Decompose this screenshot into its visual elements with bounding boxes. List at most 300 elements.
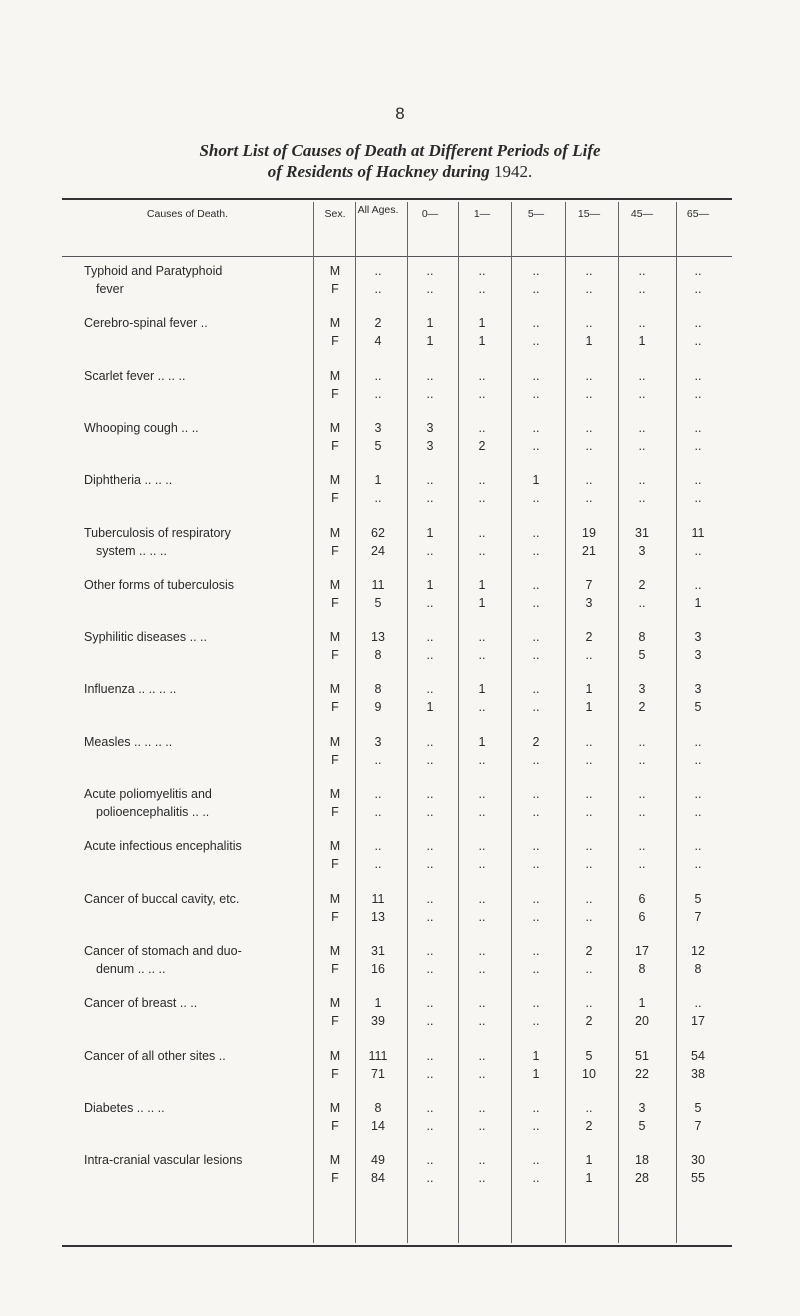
table-cell: 17 (635, 943, 649, 958)
column-rule (676, 202, 677, 1243)
table-cell: 5 (374, 595, 382, 610)
table-cell: .. (478, 525, 486, 540)
title-line-2 (0, 161, 800, 182)
table-cell: .. (532, 630, 540, 645)
cause-line-1: Acute infectious encephalitis (84, 839, 242, 854)
table-cell: .. (694, 386, 702, 401)
table-cell: .. (585, 648, 593, 663)
table-cell: 1 (426, 316, 434, 331)
sex-cell: M (329, 996, 341, 1011)
table-cell: .. (426, 1153, 434, 1168)
table-cell: 31 (371, 943, 385, 958)
table-cell: .. (478, 368, 486, 383)
table-cell: .. (694, 543, 702, 558)
table-cell: .. (478, 857, 486, 872)
table-cell: .. (478, 420, 486, 435)
table-cell: 54 (691, 1048, 705, 1063)
sex-cell: F (331, 1066, 339, 1081)
table-cell: 5 (585, 1048, 593, 1063)
title-line-1: Short List of Causes of Death at Different Periods of Life (199, 141, 601, 160)
sex-cell: F (331, 491, 339, 506)
table-cell: 19 (582, 525, 596, 540)
table-cell: 71 (371, 1066, 385, 1081)
table-cell: 22 (635, 1066, 649, 1081)
table-bottom-rule (62, 1245, 732, 1247)
table-cell: .. (585, 909, 593, 924)
table-cell: 1 (585, 1153, 593, 1168)
cause-label (84, 524, 306, 560)
column-rule (565, 202, 566, 1243)
table-cell: 31 (635, 525, 649, 540)
cause-label (84, 890, 306, 908)
table-cell: .. (426, 1048, 434, 1063)
table-cell: 10 (582, 1066, 596, 1081)
table-cell: 7 (694, 1118, 702, 1133)
table-cell: 20 (635, 1014, 649, 1029)
table-cell: 5 (374, 438, 382, 453)
cause-line-2: denum .. .. .. (96, 961, 166, 976)
table-cell: .. (694, 438, 702, 453)
table-cell: 1 (374, 473, 382, 488)
table-cell: .. (532, 316, 540, 331)
table-cell: .. (374, 282, 382, 296)
table-cell: 11 (371, 577, 385, 592)
table-cell: 14 (371, 1118, 385, 1133)
sex-cell: M (329, 943, 341, 958)
cause-label (84, 471, 306, 489)
table-cell: .. (532, 386, 540, 401)
title-year: 1942. (493, 162, 533, 181)
table-cell: .. (694, 316, 702, 331)
sex-cell: F (331, 386, 339, 401)
table-cell: .. (585, 752, 593, 767)
table-cell: .. (694, 734, 702, 749)
cause-label (84, 837, 306, 855)
table-cell: .. (426, 543, 434, 558)
table-cell: 3 (374, 420, 382, 435)
cause-label (84, 733, 306, 751)
table-cell: 3 (426, 438, 434, 453)
table-cell: 5 (638, 1118, 646, 1133)
table-cell: 1 (532, 1048, 540, 1063)
column-rule (458, 202, 459, 1243)
table-cell: 55 (691, 1171, 705, 1186)
table-cell: .. (638, 839, 646, 854)
table-cell: 2 (478, 438, 486, 453)
sex-cell: F (331, 648, 339, 663)
table-cell: .. (426, 682, 434, 697)
sex-cell: M (329, 264, 341, 278)
sex-cell: F (331, 438, 339, 453)
table-cell: .. (426, 839, 434, 854)
table-cell: 2 (585, 630, 593, 645)
table-cell: .. (585, 264, 593, 278)
table-cell: .. (638, 386, 646, 401)
table-cell: 1 (585, 1171, 593, 1186)
table-cell: 2 (638, 577, 646, 592)
sex-cell: F (331, 282, 339, 296)
table-cell: .. (638, 316, 646, 331)
table-cell: .. (478, 1014, 486, 1029)
table-cell: .. (478, 1171, 486, 1186)
table-cell: .. (532, 264, 540, 278)
table-cell: .. (694, 420, 702, 435)
cause-line-1: Cerebro-spinal fever .. (84, 316, 208, 331)
table-cell: 11 (691, 525, 705, 540)
table-cell: .. (478, 700, 486, 715)
table-cell: 2 (585, 1014, 593, 1029)
table-cell: .. (638, 805, 646, 819)
table-cell: .. (585, 734, 593, 749)
cause-line-1: Cancer of stomach and duo- (84, 943, 242, 958)
table-cell: .. (478, 543, 486, 558)
table-cell: .. (532, 943, 540, 958)
cause-label (84, 942, 306, 978)
cause-line-2: fever (96, 282, 124, 296)
table-cell: .. (532, 891, 540, 906)
table-cell: 8 (694, 961, 702, 976)
table-cell: .. (585, 491, 593, 506)
table-cell: 38 (691, 1066, 705, 1081)
table-cell: 1 (585, 682, 593, 697)
table-cell: .. (426, 1100, 434, 1115)
cause-line-1: Syphilitic diseases .. .. (84, 630, 207, 645)
table-cell: 21 (582, 543, 596, 558)
table-cell: .. (426, 943, 434, 958)
table-cell: .. (478, 909, 486, 924)
sex-cell: M (329, 1100, 341, 1115)
page-title (0, 140, 800, 182)
table-cell: .. (374, 386, 382, 401)
table-cell: .. (532, 491, 540, 506)
sex-cell: F (331, 752, 339, 767)
table-cell: 111 (368, 1048, 388, 1063)
cause-line-1: Measles .. .. .. .. (84, 734, 173, 749)
cause-line-1: Acute poliomyelitis and (84, 787, 212, 801)
sex-cell: F (331, 1171, 339, 1186)
table-cell: .. (478, 264, 486, 278)
table-cell: 18 (635, 1153, 649, 1168)
table-cell: 17 (691, 1014, 705, 1029)
sex-cell: M (329, 787, 341, 801)
table-cell: 2 (638, 700, 646, 715)
cause-label (84, 994, 306, 1012)
table-cell: .. (585, 787, 593, 801)
table-cell: 5 (694, 891, 702, 906)
table-cell: .. (426, 996, 434, 1011)
sex-cell: F (331, 700, 339, 715)
table-cell: .. (426, 961, 434, 976)
table-cell: .. (532, 839, 540, 854)
table-cell: .. (585, 891, 593, 906)
cause-line-2: polioencephalitis .. .. (96, 805, 210, 819)
cause-label (84, 1151, 306, 1169)
sex-cell: M (329, 316, 341, 331)
title-line-2-text: of Residents of Hackney during (267, 162, 490, 181)
header-age-5: 5— (527, 208, 545, 220)
cause-label (84, 1099, 306, 1117)
table-cell: .. (694, 577, 702, 592)
sex-cell: M (329, 1048, 341, 1063)
table-cell: .. (585, 857, 593, 872)
table-cell: .. (532, 787, 540, 801)
table-cell: 3 (694, 648, 702, 663)
table-cell: .. (638, 595, 646, 610)
table-cell: .. (426, 1066, 434, 1081)
sex-cell: F (331, 909, 339, 924)
table-cell: 8 (638, 630, 646, 645)
table-cell: .. (478, 1100, 486, 1115)
table-cell: 2 (585, 1118, 593, 1133)
table-cell: .. (638, 787, 646, 801)
table-cell: .. (585, 839, 593, 854)
sex-cell: M (329, 1153, 341, 1168)
table-cell: 7 (585, 577, 593, 592)
table-cell: 1 (585, 700, 593, 715)
table-cell: .. (694, 839, 702, 854)
cause-label (84, 576, 306, 594)
table-cell: 1 (478, 595, 486, 610)
table-cell: .. (694, 473, 702, 488)
table-cell: .. (585, 420, 593, 435)
sex-cell: M (329, 368, 341, 383)
table-cell: .. (532, 1171, 540, 1186)
cause-label (84, 314, 306, 332)
table-cell: 9 (374, 700, 382, 715)
table-cell: .. (532, 438, 540, 453)
cause-line-1: Diphtheria .. .. .. (84, 473, 173, 488)
cause-line-1: Cancer of all other sites .. (84, 1048, 226, 1063)
table-cell: .. (638, 264, 646, 278)
table-cell: .. (532, 700, 540, 715)
column-rule (511, 202, 512, 1243)
table-cell: 1 (374, 996, 382, 1011)
header-age-45: 45— (630, 208, 654, 220)
sex-cell: M (329, 682, 341, 697)
table-cell: .. (532, 682, 540, 697)
table-cell: .. (426, 1118, 434, 1133)
table-cell: .. (374, 857, 382, 872)
table-cell: .. (374, 368, 382, 383)
table-cell: .. (694, 491, 702, 506)
table-cell: .. (374, 787, 382, 801)
table-cell: 7 (694, 909, 702, 924)
table-cell: 2 (532, 734, 540, 749)
table-cell: .. (532, 805, 540, 819)
table-cell: 11 (371, 891, 385, 906)
table-cell: 4 (374, 334, 382, 349)
table-cell: .. (638, 734, 646, 749)
table-cell: 1 (426, 700, 434, 715)
table-cell: 1 (426, 334, 434, 349)
table-cell: .. (585, 1100, 593, 1115)
sex-cell: M (329, 577, 341, 592)
sex-cell: F (331, 857, 339, 872)
table-cell: 1 (638, 996, 646, 1011)
table-cell: .. (585, 386, 593, 401)
table-cell: 1 (478, 334, 486, 349)
table-cell: .. (478, 491, 486, 506)
cause-label (84, 419, 306, 437)
table-cell: 1 (478, 682, 486, 697)
table-cell: .. (478, 630, 486, 645)
table-cell: 5 (638, 648, 646, 663)
table-cell: .. (478, 839, 486, 854)
table-cell: .. (426, 1014, 434, 1029)
table-cell: 13 (371, 909, 385, 924)
table-cell: .. (478, 282, 486, 296)
table-cell: .. (426, 909, 434, 924)
cause-line-1: Cancer of buccal cavity, etc. (84, 891, 240, 906)
cause-label (84, 785, 306, 821)
table-cell: .. (532, 961, 540, 976)
table-cell: 1 (426, 525, 434, 540)
table-cell: .. (694, 857, 702, 872)
table-cell: .. (532, 420, 540, 435)
header-age-1: 1— (473, 208, 491, 220)
table-cell: 2 (585, 943, 593, 958)
table-cell: .. (478, 891, 486, 906)
table-cell: .. (478, 386, 486, 401)
table-cell: 3 (426, 420, 434, 435)
cause-label (84, 1047, 306, 1065)
table-cell: 8 (374, 682, 382, 697)
table-cell: .. (426, 805, 434, 819)
table-cell: .. (585, 805, 593, 819)
table-cell: .. (478, 1066, 486, 1081)
table-cell: .. (374, 264, 382, 278)
cause-line-1: Scarlet fever .. .. .. (84, 368, 186, 383)
table-cell: .. (694, 264, 702, 278)
sex-cell: F (331, 1014, 339, 1029)
table-cell: .. (426, 491, 434, 506)
cause-line-1: Influenza .. .. .. .. (84, 682, 177, 697)
table-cell: 3 (638, 543, 646, 558)
table-cell: .. (478, 1153, 486, 1168)
table-cell: 1 (478, 734, 486, 749)
table-cell: .. (426, 630, 434, 645)
table-cell: 3 (638, 682, 646, 697)
table-cell: .. (638, 368, 646, 383)
table-cell: 6 (638, 891, 646, 906)
table-cell: .. (426, 734, 434, 749)
table-cell: .. (694, 787, 702, 801)
table-cell: .. (585, 282, 593, 296)
cause-line-1: Diabetes .. .. .. (84, 1100, 165, 1115)
table-cell: 51 (635, 1048, 649, 1063)
table-cell: .. (426, 648, 434, 663)
cause-line-1: Cancer of breast .. .. (84, 996, 198, 1011)
cause-line-1: Intra-cranial vascular lesions (84, 1153, 243, 1168)
table-cell: 3 (694, 630, 702, 645)
table-cell: .. (532, 1100, 540, 1115)
cause-line-1: Whooping cough .. .. (84, 420, 199, 435)
table-cell: .. (638, 857, 646, 872)
sex-cell: M (329, 420, 341, 435)
table-cell: .. (478, 752, 486, 767)
table-cell: .. (694, 805, 702, 819)
table-cell: .. (532, 543, 540, 558)
table-cell: 8 (374, 648, 382, 663)
table-cell: .. (638, 752, 646, 767)
table-cell: .. (426, 368, 434, 383)
table-cell: .. (478, 648, 486, 663)
table-cell: 39 (371, 1014, 385, 1029)
table-cell: 28 (635, 1171, 649, 1186)
sex-cell: M (329, 839, 341, 854)
cause-line-1: Other forms of tuberculosis (84, 577, 235, 592)
sex-cell: F (331, 334, 339, 349)
table-cell: .. (532, 1014, 540, 1029)
table-cell: .. (478, 1118, 486, 1133)
table-cell: .. (478, 805, 486, 819)
table-cell: .. (532, 282, 540, 296)
table-cell: .. (426, 857, 434, 872)
sex-cell: M (329, 891, 341, 906)
cause-line-1: Typhoid and Paratyphoid (84, 264, 223, 278)
cause-label (84, 367, 306, 385)
table-cell: .. (532, 1153, 540, 1168)
table-cell: .. (478, 961, 486, 976)
table-cell: 1 (585, 334, 593, 349)
table-cell: 1 (532, 1066, 540, 1081)
header-age-0: 0— (421, 208, 439, 220)
table-cell: .. (532, 577, 540, 592)
table-cell: .. (532, 1118, 540, 1133)
sex-cell: F (331, 961, 339, 976)
table-cell: 1 (478, 316, 486, 331)
table-cell: .. (694, 996, 702, 1011)
table-cell: .. (532, 996, 540, 1011)
table-cell: .. (694, 334, 702, 349)
table-cell: .. (374, 805, 382, 819)
cause-line-2: system .. .. .. (96, 543, 167, 558)
sex-cell: F (331, 595, 339, 610)
table-cell: .. (426, 282, 434, 296)
table-cell: .. (532, 648, 540, 663)
table-cell: .. (585, 316, 593, 331)
header-age-65: 65— (686, 208, 710, 220)
table-cell: 1 (532, 473, 540, 488)
table-cell: .. (426, 595, 434, 610)
table-cell: .. (478, 787, 486, 801)
table-cell: .. (478, 473, 486, 488)
table-cell: 5 (694, 700, 702, 715)
table-cell: .. (638, 473, 646, 488)
header-all-ages: All Ages. (357, 204, 399, 216)
table-cell: 62 (371, 525, 385, 540)
table-cell: .. (694, 282, 702, 296)
table-cell: 1 (478, 577, 486, 592)
table-cell: .. (585, 368, 593, 383)
table-cell: 30 (691, 1153, 705, 1168)
table-cell: .. (478, 996, 486, 1011)
cause-label (84, 680, 306, 698)
sex-cell: M (329, 734, 341, 749)
table-cell: .. (374, 752, 382, 767)
table-cell: .. (426, 1171, 434, 1186)
sex-cell: F (331, 805, 339, 819)
table-cell: 8 (374, 1100, 382, 1115)
table-cell: 1 (638, 334, 646, 349)
header-age-15: 15— (577, 208, 601, 220)
table-cell: .. (426, 386, 434, 401)
column-rule (407, 202, 408, 1243)
table-cell: .. (638, 420, 646, 435)
sex-cell: M (329, 525, 341, 540)
table-cell: .. (638, 491, 646, 506)
column-rule (355, 202, 356, 1243)
